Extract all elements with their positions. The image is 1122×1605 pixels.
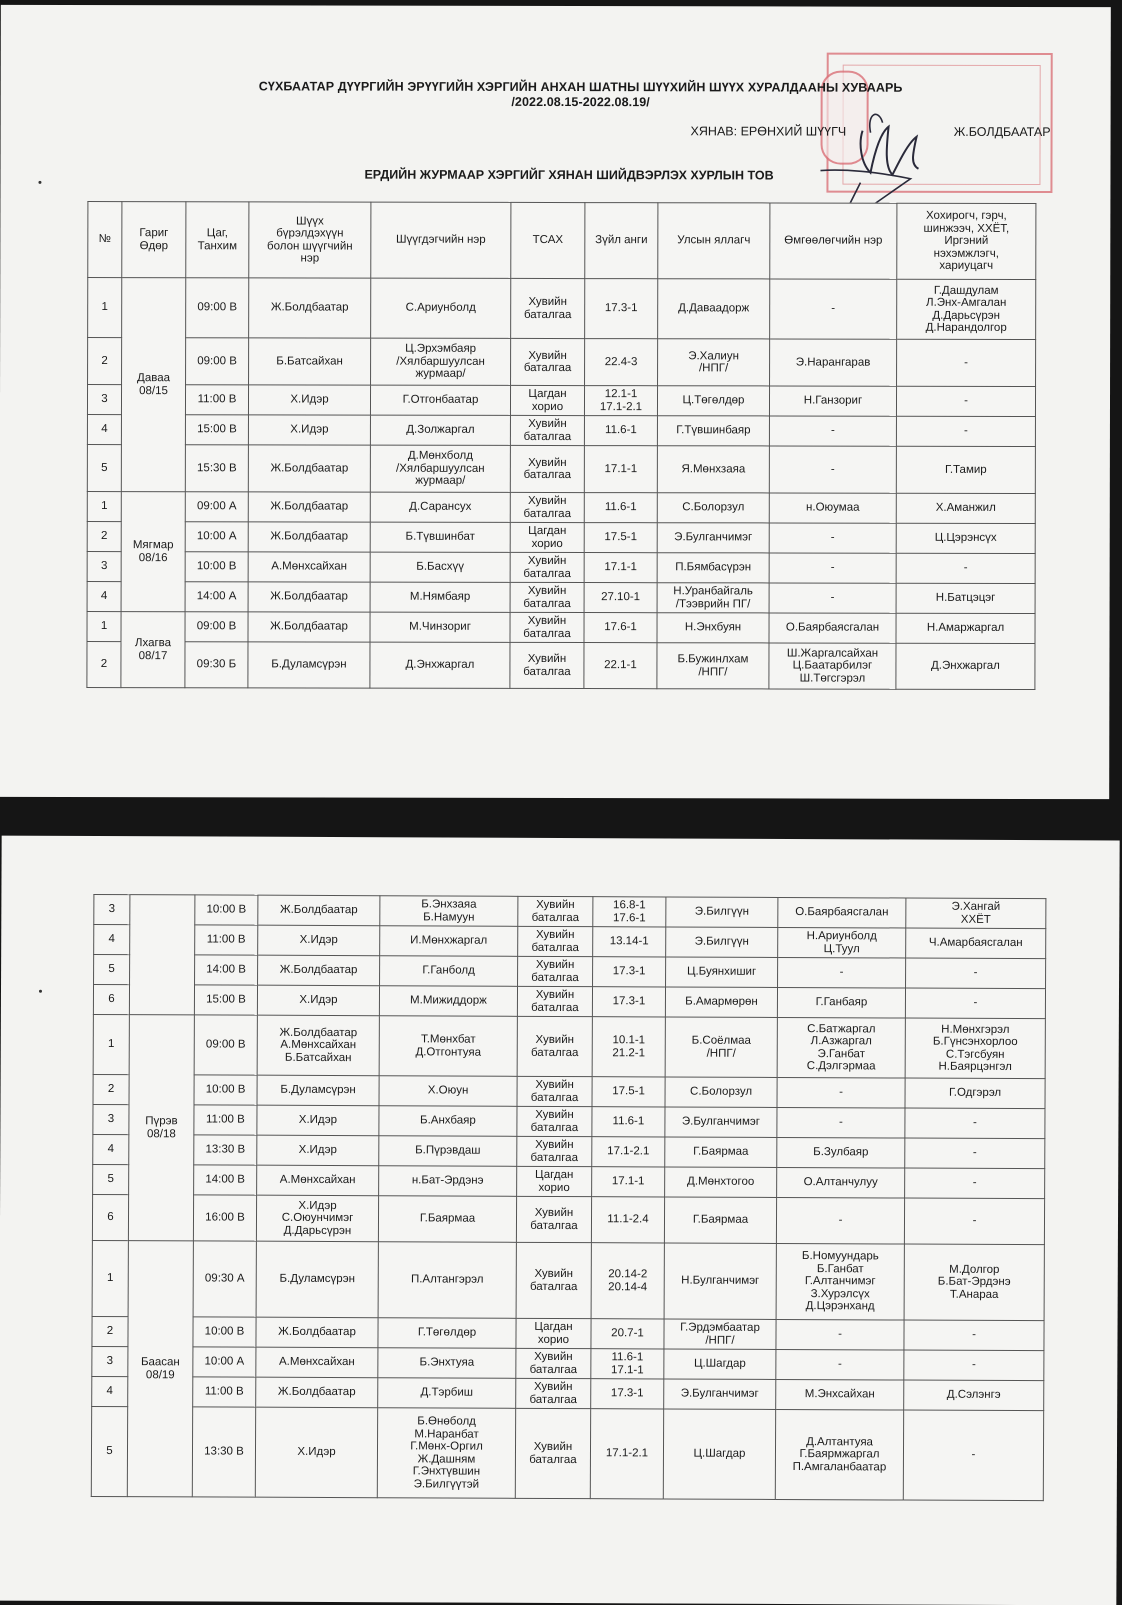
- table-cell: 09:00 А: [185, 492, 248, 522]
- table-cell: 10:00 В: [185, 552, 248, 582]
- table-cell: 11.6-1: [584, 493, 657, 523]
- table-cell: 10:00 А: [185, 522, 248, 552]
- table-row: [88, 338, 1036, 387]
- table-cell: 3: [92, 1346, 128, 1376]
- table-cell: 13:30 В: [192, 1407, 255, 1497]
- table-cell: 09:00 В: [194, 1015, 257, 1075]
- table-cell: 3: [87, 552, 121, 582]
- table-cell: -: [904, 1350, 1044, 1381]
- table-cell: Ц.Төгөлдөр: [657, 386, 769, 416]
- table-cell: Н.Булганчимэг: [664, 1243, 776, 1319]
- table-cell: Х.Идэр: [248, 415, 370, 445]
- table-cell: Ж.Болдбаатар: [258, 955, 380, 986]
- table-cell: Хувийн баталгаа: [518, 956, 593, 986]
- table-row: [87, 552, 1035, 584]
- table-row: [92, 1194, 1044, 1244]
- table-cell: Г.Дашдулам Л.Энх-Амгалан Д.Дарьсүрэн Д.Нарандолгор: [897, 279, 1036, 339]
- table-cell: Ж.Болдбаатар: [249, 278, 371, 338]
- table-cell: -: [770, 279, 897, 339]
- table-cell: И.Мөнхжаргал: [380, 926, 518, 957]
- table-row: [92, 1316, 1044, 1350]
- table-cell: 1: [93, 1014, 129, 1074]
- table-cell: 17.6-1: [584, 613, 657, 643]
- table-cell: Ж.Болдбаатар: [248, 582, 370, 612]
- table-cell: 2: [87, 522, 121, 552]
- table-cell: 11.6-1: [592, 1107, 665, 1137]
- table-cell: 4: [94, 924, 130, 954]
- table-row: [87, 445, 1035, 494]
- table-cell: 09:00 В: [185, 612, 248, 642]
- table-cell: М.Нямбаяр: [370, 582, 510, 612]
- table-cell: Б.Зулбаяр: [777, 1137, 905, 1168]
- table-cell: -: [906, 958, 1046, 989]
- table-cell: Б.Батсайхан: [249, 338, 371, 385]
- table-cell: Б.Дуламсүрэн: [256, 1241, 378, 1318]
- table-cell: Хувийн баталгаа: [510, 445, 584, 492]
- table-cell: Х.Идэр С.Оюунчимэг Д.Дарьсүрэн: [256, 1195, 378, 1242]
- table-cell: Ш.Жаргалсайхан Ц.Баатарбилэг Ш.Төгсгэрэл: [769, 643, 896, 689]
- table-cell: 12.1-1 17.1-2.1: [584, 386, 657, 416]
- table-cell: 11:00 В: [195, 925, 258, 955]
- margin-dot: [39, 990, 42, 993]
- table-cell: Г.Отгонбаатар: [370, 385, 510, 415]
- day-cell: [129, 895, 195, 1015]
- table-cell: 11.1-2.4: [591, 1197, 664, 1243]
- table-cell: Н.Батцэцэг: [896, 583, 1035, 613]
- table-cell: Ж.Болдбаатар: [248, 445, 370, 492]
- table-cell: Г.Баярмаа: [664, 1197, 776, 1243]
- table-cell: Г.Тамир: [896, 446, 1035, 493]
- table-cell: Хувийн баталгаа: [516, 1348, 591, 1378]
- table-cell: Г.Баярмаа: [665, 1137, 777, 1167]
- table-cell: 10:00 В: [195, 895, 258, 925]
- table-cell: 2: [88, 338, 122, 385]
- table-cell: Ц.Буянхишиг: [666, 957, 778, 987]
- day-cell: Даваа 08/15: [121, 278, 185, 492]
- table-cell: -: [896, 553, 1035, 583]
- col-header: Шүүгдэгчийн нэр: [371, 202, 511, 278]
- table-cell: 16.8-1 17.6-1: [593, 897, 666, 927]
- table-cell: 20.14-2 20.14-4: [591, 1243, 664, 1319]
- table-cell: 2: [87, 642, 121, 688]
- table-cell: Д.Даваадорж: [658, 279, 770, 339]
- table-row: [94, 894, 1046, 928]
- table-cell: Х.Идэр: [257, 1135, 379, 1166]
- table-row: [87, 522, 1035, 554]
- table-cell: -: [777, 1077, 905, 1108]
- table-cell: 11:00 В: [193, 1377, 256, 1407]
- table-cell: 13:30 В: [194, 1135, 257, 1165]
- table-cell: 1: [88, 278, 122, 338]
- col-header: Зүйл анги: [585, 203, 658, 279]
- table-cell: 17.3-1: [592, 987, 665, 1017]
- table-cell: н.Оюумаа: [769, 493, 896, 523]
- table-cell: 4: [93, 1134, 129, 1164]
- table-cell: 1: [92, 1240, 128, 1316]
- table-cell: 17.5-1: [584, 523, 657, 553]
- table-cell: Э.Билгүүн: [666, 897, 778, 927]
- table-cell: 15:30 В: [185, 445, 248, 492]
- table-cell: Х.Идэр: [258, 925, 380, 956]
- table-cell: Б.Басхүү: [370, 552, 510, 582]
- table-cell: 11.6-1: [584, 416, 657, 446]
- table-cell: 5: [94, 954, 130, 984]
- table-row: [92, 1240, 1044, 1320]
- table-cell: Б.Анхбаяр: [379, 1106, 517, 1137]
- table-cell: Г.Ганболд: [380, 956, 518, 987]
- col-header: Хохирогч, гэрч, шинжээч, ХХЁТ, Иргэний нэхэмжлэгч, хариуцагч: [897, 203, 1036, 279]
- table-cell: 5: [93, 1164, 129, 1194]
- schedule-table-1: [86, 201, 1036, 690]
- table-cell: Хувийн баталгаа: [515, 1408, 590, 1498]
- table-cell: М.Энхсайхан: [776, 1379, 904, 1410]
- table-row: [93, 1134, 1045, 1168]
- table-cell: Б.Бужинлхам /НПГ/: [657, 643, 769, 689]
- table-cell: Д.Сарансух: [370, 492, 510, 522]
- day-cell: Мягмар 08/16: [121, 492, 185, 612]
- table-cell: 11:00 В: [194, 1105, 257, 1135]
- table-cell: 5: [87, 445, 121, 492]
- table-cell: Н.Уранбайгаль /Тээврийн ПГ/: [657, 583, 769, 613]
- table-row: [92, 1376, 1044, 1410]
- table-cell: 17.1-1: [592, 1167, 665, 1197]
- table-cell: 5: [91, 1406, 127, 1496]
- table-cell: -: [896, 386, 1035, 416]
- day-cell: Баасан 08/19: [127, 1241, 193, 1497]
- table-cell: П.Алтангэрэл: [378, 1242, 516, 1319]
- table-cell: Г.Баярмаа: [378, 1196, 516, 1243]
- col-header: Гариг Өдөр: [122, 202, 186, 278]
- table-cell: Г.Төгөлдөр: [378, 1318, 516, 1349]
- table-row: [87, 582, 1035, 614]
- table-cell: Э.Булганчимэг: [664, 1379, 776, 1409]
- table-cell: Хувийн баталгаа: [510, 612, 584, 642]
- table-cell: Ж.Болдбаатар А.Мөнхсайхан Б.Батсайхан: [257, 1015, 379, 1076]
- table-cell: Э.Нарангарав: [770, 339, 897, 386]
- table-cell: А.Мөнхсайхан: [257, 1165, 379, 1196]
- table-cell: 1: [87, 612, 121, 642]
- table-cell: Хувийн баталгаа: [511, 278, 585, 338]
- table-cell: -: [905, 988, 1045, 1019]
- table-cell: Ж.Болдбаатар: [248, 522, 370, 552]
- table-cell: 27.10-1: [584, 583, 657, 613]
- table-cell: Хувийн баталгаа: [516, 1242, 591, 1318]
- table-cell: Х.Идэр: [257, 985, 379, 1016]
- table-cell: Хувийн баталгаа: [510, 642, 584, 688]
- table-cell: 17.1-1: [584, 553, 657, 583]
- table-cell: Ц.Шагдар: [664, 1349, 776, 1379]
- table-cell: Цагдан хорио: [510, 385, 584, 415]
- table-cell: Н.Амаржаргал: [896, 613, 1035, 643]
- table-row: [87, 642, 1035, 690]
- table-cell: Ж.Болдбаатар: [248, 492, 370, 522]
- table-cell: Д.Тэрбиш: [378, 1378, 516, 1409]
- table-body: [87, 278, 1036, 690]
- table-cell: Х.Идэр: [248, 385, 370, 415]
- table-cell: Ж.Болдбаатар: [256, 1317, 378, 1348]
- table-cell: 09:00 В: [186, 338, 249, 385]
- table-cell: 09:30 А: [193, 1241, 256, 1317]
- col-header: Шүүх бүрэлдэхүүн болон шүүгчийн нэр: [249, 202, 371, 278]
- table-cell: Хувийн баталгаа: [517, 1076, 592, 1106]
- table-cell: Д.Мөнхболд /Хялбаршуулсан журмаар/: [370, 445, 510, 492]
- table-cell: Хувийн баталгаа: [517, 1016, 592, 1076]
- table-cell: -: [769, 523, 896, 553]
- table-cell: Цагдан хорио: [517, 1166, 592, 1196]
- col-header: Цаг, Танхим: [186, 202, 249, 278]
- table-cell: -: [778, 957, 906, 988]
- table-cell: 14:00 В: [195, 955, 258, 985]
- table-cell: 10:00 В: [194, 1075, 257, 1105]
- table-cell: С.Ариунболд: [371, 278, 511, 338]
- table-cell: -: [769, 583, 896, 613]
- table-cell: -: [769, 416, 896, 446]
- table-row: [93, 1074, 1045, 1108]
- schedule-page-2: [0, 836, 1120, 1605]
- table-cell: О.Баярбаясгалан: [769, 613, 896, 643]
- table-cell: С.Батжаргал Л.Азжаргал Э.Ганбат С.Дэлгэрмаа: [777, 1017, 905, 1078]
- table-cell: 16:00 В: [193, 1195, 256, 1241]
- table-cell: 4: [92, 1376, 128, 1406]
- table-cell: 10:00 В: [193, 1317, 256, 1347]
- table-cell: Х.Идэр: [257, 1105, 379, 1136]
- table-cell: -: [905, 1108, 1045, 1139]
- table-cell: С.Болорзул: [657, 493, 769, 523]
- table-cell: -: [896, 416, 1035, 446]
- table-cell: Г.Ганбаяр: [777, 987, 905, 1018]
- table-cell: Н.Энхбуян: [657, 613, 769, 643]
- table-cell: -: [769, 446, 896, 493]
- table-cell: Хувийн баталгаа: [510, 415, 584, 445]
- table-cell: 15:00 В: [185, 415, 248, 445]
- table-cell: 20.7-1: [591, 1319, 664, 1349]
- table-cell: О.Алтанчулуу: [777, 1167, 905, 1198]
- table-body: [91, 894, 1046, 1500]
- table-cell: 17.3-1: [591, 1379, 664, 1409]
- table-cell: 1: [87, 492, 121, 522]
- table-cell: 2: [93, 1074, 129, 1104]
- table-cell: Хувийн баталгаа: [517, 986, 592, 1016]
- table-cell: Н.Ганзориг: [769, 386, 896, 416]
- table-cell: 22.4-3: [585, 339, 658, 386]
- table-row: [87, 612, 1035, 644]
- col-header: ТСАХ: [511, 202, 585, 278]
- table-cell: М.Мижиддорж: [379, 986, 517, 1017]
- table-cell: Хувийн баталгаа: [516, 1378, 591, 1408]
- table-cell: -: [777, 1107, 905, 1138]
- table-cell: Д.Мөнхтогоо: [665, 1167, 777, 1197]
- table-cell: Ц.Эрхэмбаяр /Хялбаршуулсан журмаар/: [371, 338, 511, 385]
- table-cell: Ж.Болдбаатар: [256, 1377, 378, 1408]
- table-row: [94, 924, 1046, 958]
- table-cell: 14:00 В: [194, 1165, 257, 1195]
- table-cell: Б.Энхзаяа Б.Намуун: [380, 896, 518, 927]
- table-row: [87, 415, 1035, 447]
- table-cell: Э.Булганчимэг: [657, 523, 769, 553]
- table-cell: 3: [93, 1104, 129, 1134]
- table-row: [92, 1346, 1044, 1380]
- table-cell: Б.Амармөрөн: [665, 987, 777, 1017]
- table-cell: -: [905, 1138, 1045, 1169]
- table-row: [93, 1164, 1045, 1198]
- table-cell: М.Долгор Б.Бат-Эрдэнэ Т.Анараа: [904, 1244, 1044, 1321]
- table-cell: С.Болорзул: [665, 1077, 777, 1107]
- table-cell: Хувийн баталгаа: [510, 492, 584, 522]
- table-cell: 4: [87, 582, 121, 612]
- table-cell: Ч.Амарбаясгалан: [906, 928, 1046, 959]
- table-cell: М.Чинзориг: [370, 612, 510, 642]
- table-cell: 6: [92, 1194, 128, 1240]
- table-cell: Н.Мөнхгэрэл Б.Гүнсэнхорлоо С.Тэгсбуян Н.Баярцэнгэл: [905, 1018, 1045, 1079]
- table-cell: Д.Энхжаргал: [370, 642, 510, 688]
- table-cell: 6: [93, 984, 129, 1014]
- table-cell: Б.Өнөболд М.Наранбат Г.Мөнх-Оргил Ж.Дашням Г.Энхтүвшин Э.Билгүүтэй: [377, 1408, 515, 1499]
- table-cell: Цагдан хорио: [510, 522, 584, 552]
- table-cell: Э.Билгүүн: [666, 927, 778, 957]
- table-cell: Хувийн баталгаа: [516, 1196, 591, 1242]
- table-cell: Г.Эрдэмбаатар /НПГ/: [664, 1319, 776, 1349]
- table-cell: 17.1-2.1: [592, 1137, 665, 1167]
- table-cell: Д.Алтантуяа Г.Баярмжаргал П.Амгаланбаатар: [775, 1409, 903, 1500]
- table-cell: 11:00 В: [185, 385, 248, 415]
- table-cell: Э.Халиун /НПГ/: [658, 339, 770, 386]
- table-cell: Хувийн баталгаа: [510, 582, 584, 612]
- col-header: Улсын яллагч: [658, 203, 770, 279]
- table-cell: 14:00 А: [185, 582, 248, 612]
- document-title: СҮХБААТАР ДҮҮРГИЙН ЭРҮҮГИЙН ХЭРГИЙН АНХАН ШАТНЫ ШҮҮХИЙН ШҮҮХ ХУРАЛДААНЫ ХУВААРЬ /2022.08.15-2022.08.19/: [258, 79, 903, 110]
- table-cell: Ц.Цэрэнсүх: [896, 523, 1035, 553]
- table-cell: 17.1-1: [584, 446, 657, 493]
- table-cell: Хувийн баталгаа: [517, 1136, 592, 1166]
- table-row: [93, 1014, 1045, 1078]
- table-cell: Э.Булганчимэг: [665, 1107, 777, 1137]
- table-cell: 09:30 Б: [185, 642, 248, 688]
- approval-label: ХЯНАВ: ЕРӨНХИЙ ШҮҮГЧ: [690, 124, 847, 139]
- table-cell: Ж.Болдбаатар: [248, 612, 370, 642]
- table-cell: -: [903, 1410, 1043, 1501]
- table-cell: Б.Дуламсүрэн: [257, 1075, 379, 1106]
- section-subtitle: ЕРДИЙН ЖУРМААР ХЭРГИЙГ ХЯНАН ШИЙДВЭРЛЭХ ХУРЛЫН ТОВ: [364, 167, 774, 183]
- table-cell: О.Баярбаясгалан: [778, 897, 906, 928]
- table-cell: 10:00 А: [193, 1347, 256, 1377]
- table-cell: А.Мөнхсайхан: [256, 1347, 378, 1378]
- table-cell: Х.Аманжил: [896, 493, 1035, 523]
- table-cell: Ж.Болдбаатар: [258, 895, 380, 926]
- schedule-table-2: [91, 894, 1047, 1501]
- table-cell: Б.Пүрэвдаш: [379, 1136, 517, 1167]
- table-cell: 17.3-1: [585, 279, 658, 339]
- table-cell: Б.Түвшинбат: [370, 522, 510, 552]
- table-cell: 22.1-1: [584, 643, 657, 689]
- table-cell: Б.Номуундарь Б.Ганбат Г.Алтанчимэг З.Хурэлсүх Д.Цэрэнханд: [776, 1243, 904, 1320]
- table-cell: 11.6-1 17.1-1: [591, 1349, 664, 1379]
- table-cell: Э.Хангай ХХЁТ: [906, 898, 1046, 929]
- table-row: [87, 492, 1035, 524]
- table-cell: Хувийн баталгаа: [518, 926, 593, 956]
- table-cell: Г.Одгэрэл: [905, 1078, 1045, 1109]
- table-cell: -: [904, 1320, 1044, 1351]
- table-cell: 17.5-1: [592, 1077, 665, 1107]
- table-row: [88, 278, 1036, 340]
- table-cell: н.Бат-Эрдэнэ: [379, 1166, 517, 1197]
- table-cell: Т.Мөнхбат Д.Отгонтуяа: [379, 1016, 517, 1077]
- table-cell: Х.Оюун: [379, 1076, 517, 1107]
- table-cell: Я.Мөнхзаяа: [657, 446, 769, 493]
- approver-name: Ж.БОЛДБААТАР: [953, 124, 1051, 140]
- margin-dot: [38, 181, 41, 184]
- table-cell: Б.Дуламсүрэн: [248, 642, 370, 688]
- table-cell: Хувийн баталгаа: [517, 1106, 592, 1136]
- col-header: №: [88, 202, 122, 278]
- table-cell: -: [776, 1319, 904, 1350]
- table-cell: Д.Сэлэнгэ: [904, 1380, 1044, 1411]
- table-cell: Г.Түвшинбаяр: [657, 416, 769, 446]
- table-cell: -: [776, 1197, 904, 1244]
- table-cell: П.Бямбасүрэн: [657, 553, 769, 583]
- table-header-row: [88, 202, 1036, 280]
- table-cell: Ц.Шагдар: [663, 1409, 775, 1499]
- table-cell: А.Мөнхсайхан: [248, 552, 370, 582]
- table-cell: -: [904, 1198, 1044, 1245]
- table-cell: 2: [92, 1316, 128, 1346]
- table-cell: -: [769, 553, 896, 583]
- table-cell: -: [897, 339, 1036, 386]
- table-cell: 13.14-1: [593, 927, 666, 957]
- table-row: [91, 1406, 1043, 1500]
- table-cell: 15:00 В: [194, 985, 257, 1015]
- table-cell: Б.Энхтуяа: [378, 1348, 516, 1379]
- day-cell: Пүрэв 08/18: [128, 1015, 194, 1241]
- table-cell: Хувийн баталгаа: [511, 338, 585, 385]
- table-cell: 3: [94, 894, 130, 924]
- table-cell: Х.Идэр: [255, 1407, 377, 1498]
- table-cell: 3: [87, 385, 121, 415]
- table-cell: 17.3-1: [593, 957, 666, 987]
- table-cell: 09:00 В: [186, 278, 249, 338]
- table-cell: -: [905, 1168, 1045, 1199]
- table-row: [87, 385, 1035, 417]
- table-cell: Хувийн баталгаа: [510, 552, 584, 582]
- table-cell: Хувийн баталгаа: [518, 896, 593, 926]
- col-header: Өмгөөлөгчийн нэр: [770, 203, 897, 279]
- table-cell: Цагдан хорио: [516, 1318, 591, 1348]
- schedule-page-1: [0, 5, 1111, 799]
- table-cell: 10.1-1 21.2-1: [592, 1017, 665, 1077]
- table-cell: Д.Золжаргал: [370, 415, 510, 445]
- table-cell: -: [776, 1349, 904, 1380]
- table-row: [94, 954, 1046, 988]
- table-row: [93, 1104, 1045, 1138]
- table-cell: 4: [87, 415, 121, 445]
- table-cell: Б.Соёлмаа /НПГ/: [665, 1017, 777, 1077]
- day-cell: Лхагва 08/17: [121, 612, 185, 688]
- table-cell: Н.Ариунболд Ц.Туул: [778, 927, 906, 958]
- table-row: [93, 984, 1045, 1018]
- table-cell: 17.1-2.1: [590, 1409, 663, 1499]
- table-cell: Д.Энхжаргал: [896, 643, 1035, 689]
